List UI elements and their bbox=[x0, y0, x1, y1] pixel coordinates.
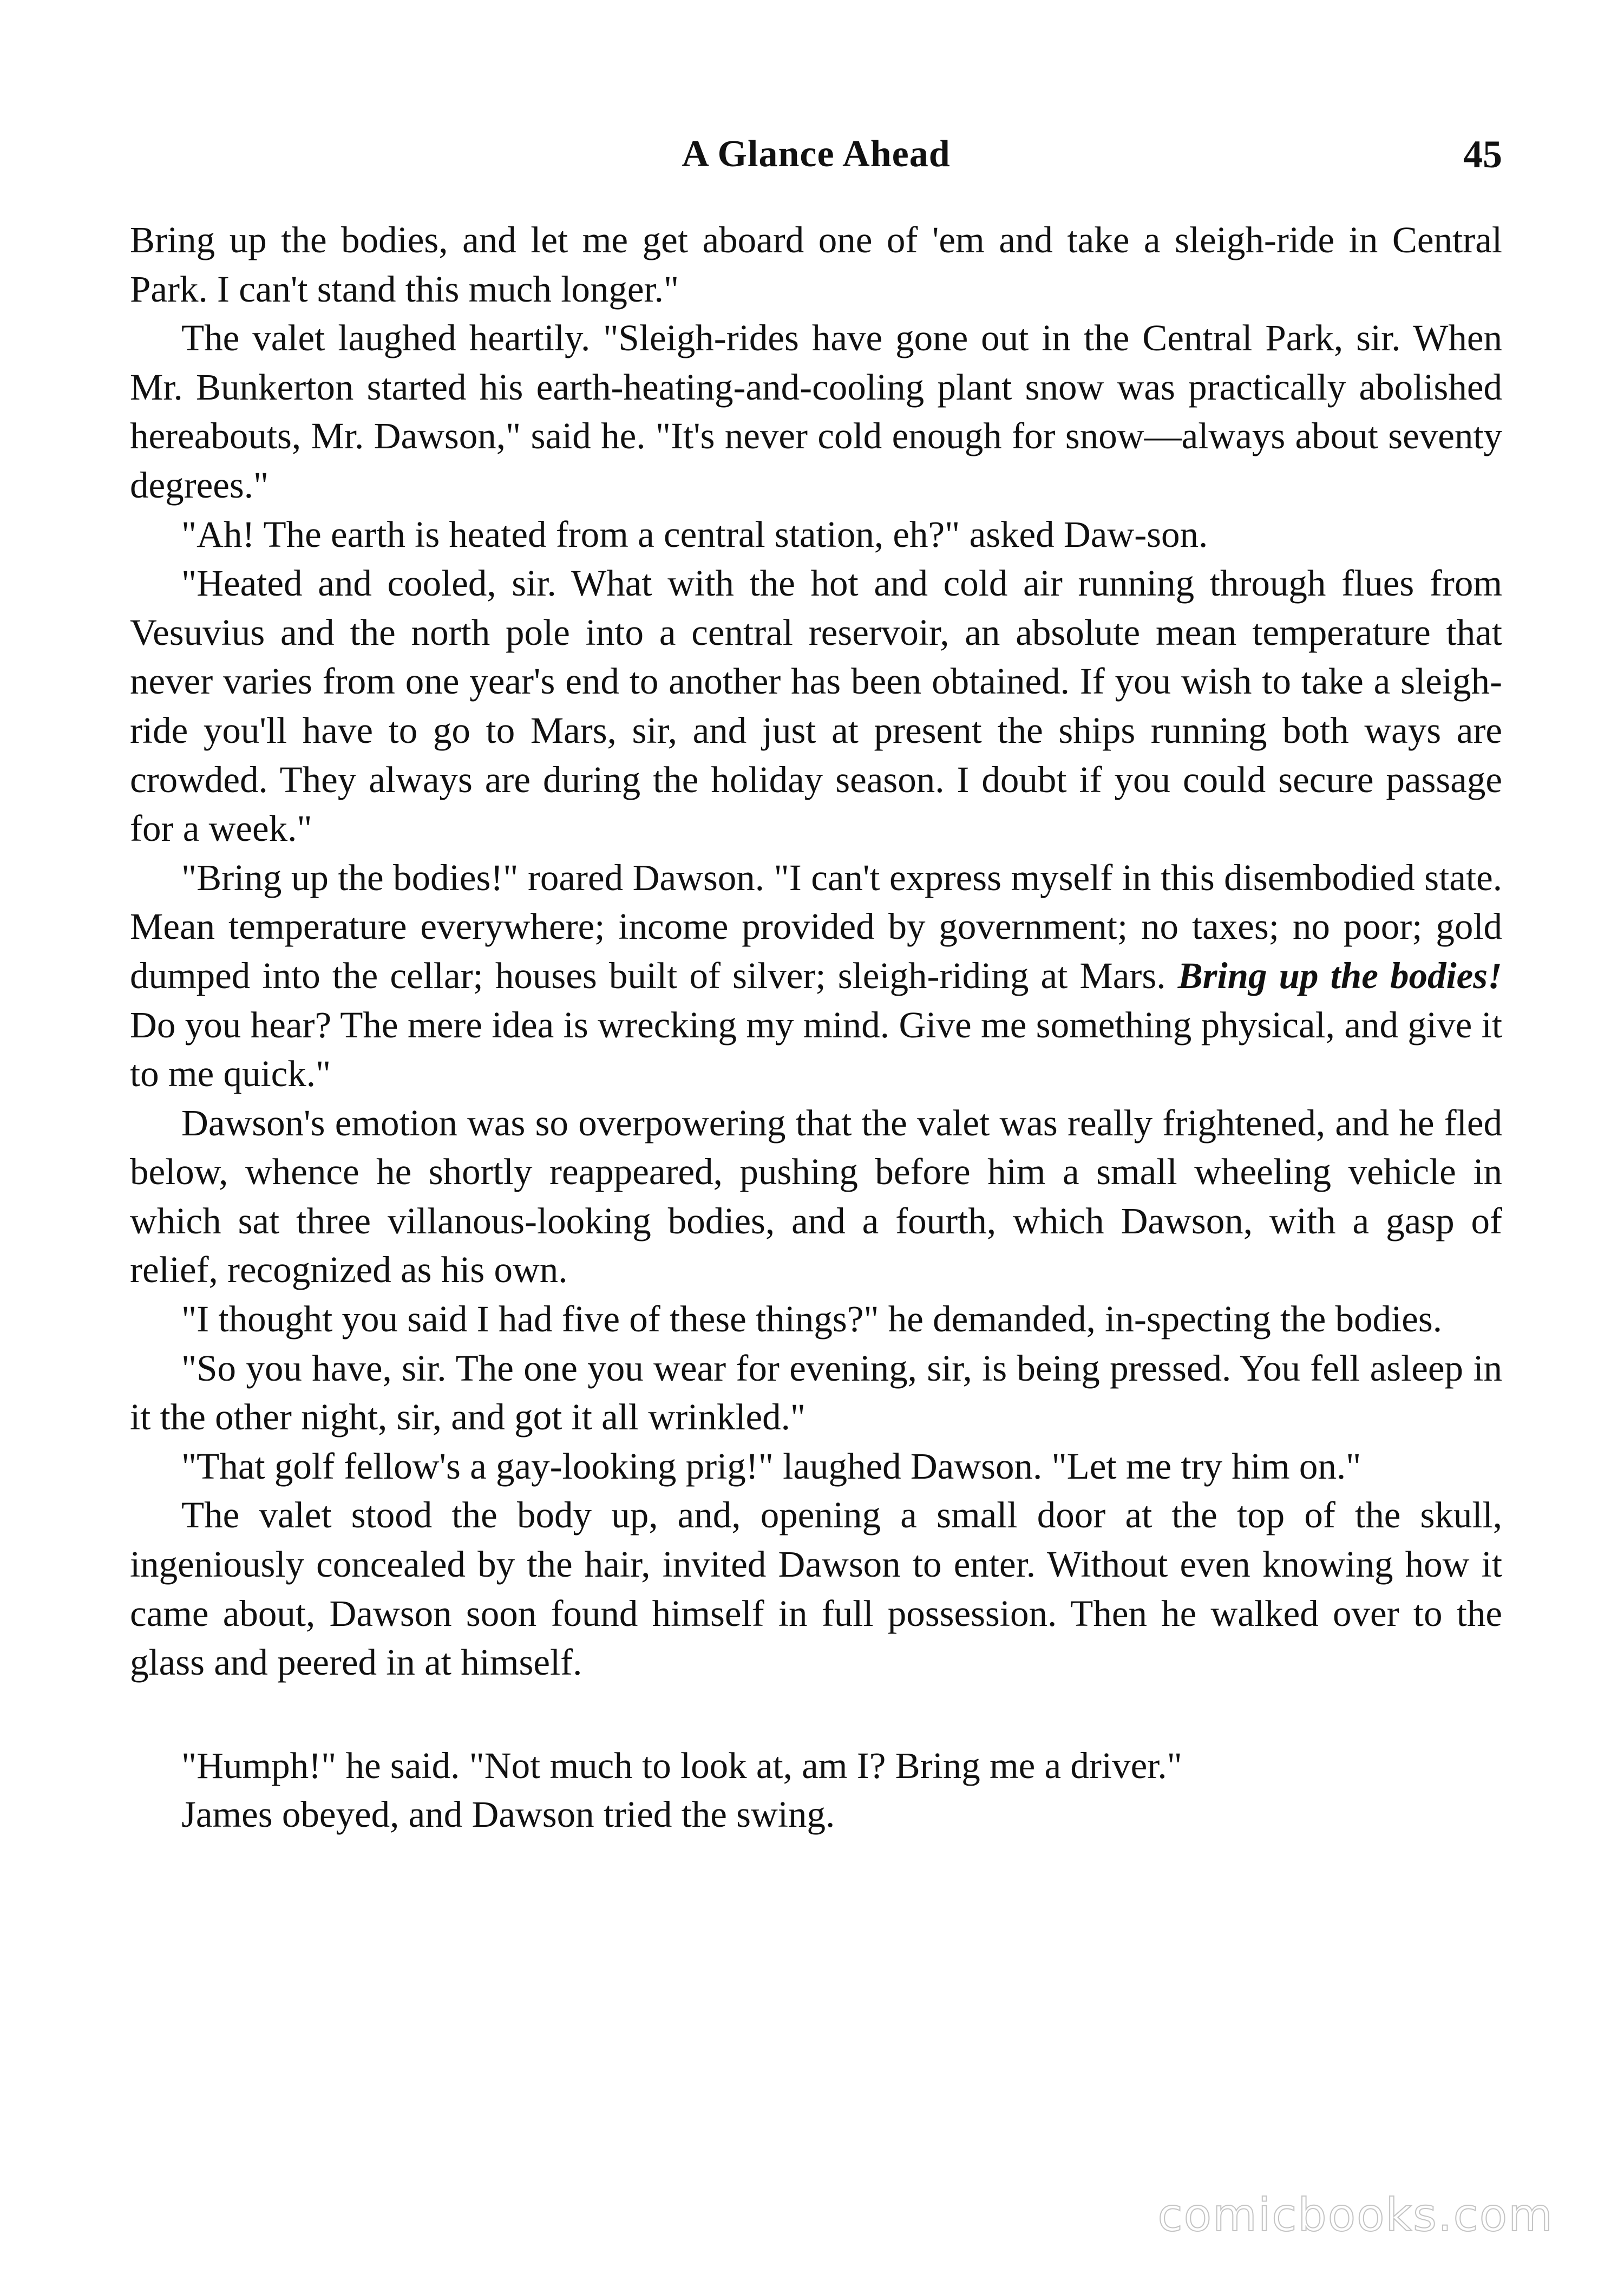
paragraph-6: Dawson's emotion was so overpowering that the valet was really frightened, and he fled below, whence he shortly reappeared, pushing before him a small wheeling vehicle in which sat three villanous-looking bodies, and a fourth, which Dawson, with a gasp of relief, recognized as his own. bbox=[130, 1102, 1502, 1291]
paragraph-4: "Heated and cooled, sir. What with the hot and cold air running through flues from Vesuvius and the north pole into a central reservoir, an absolute mean temperature that never varies from one year's end to another has been obtained. If you wish to take a sleigh-ride you'll have to go to Mars, sir, and just at present the ships running both ways are crowded. They always are during the holiday season. I doubt if you could secure passage for a week." bbox=[130, 563, 1502, 850]
paragraph-7: "I thought you said I had five of these things?" he demanded, in-specting the bodies. bbox=[181, 1298, 1442, 1340]
body-text bbox=[130, 215, 1502, 1839]
paragraph-8: "So you have, sir. The one you wear for evening, sir, is being pressed. You fell asleep in it the other night, sir, and got it all wrinkled." bbox=[130, 1347, 1502, 1438]
paragraph-10: The valet stood the body up, and, opening a small door at the top of the skull, ingeniously concealed by the hair, invited Dawson to enter. Without even knowing how it came about, Dawson soon found himself in full possession. Then he walked over to the glass and peered in at himself. bbox=[130, 1494, 1502, 1683]
running-title: A Glance Ahead bbox=[682, 133, 951, 175]
paragraph-1: Bring up the bodies, and let me get aboard one of 'em and take a sleigh-ride in Central Park. I can't stand this much longer." bbox=[130, 219, 1502, 310]
paragraph-9: "That golf fellow's a gay-looking prig!" laughed Dawson. "Let me try him on." bbox=[181, 1445, 1361, 1487]
paragraph-5-text-after: Do you hear? The mere idea is wrecking my mind. Give me something physical, and give it to me quick." bbox=[130, 1004, 1502, 1095]
page-header bbox=[130, 125, 1502, 184]
paragraph-5-text-before: "Bring up the bodies!" roared Dawson. "I can't express myself in this disembodied state. Mean temperature everywhere; income provided by government; no taxes; no poor; gold dumped into the cellar; houses built of silver; sleigh-riding at Mars. bbox=[130, 857, 1502, 996]
paragraph-5 bbox=[130, 853, 1502, 1099]
paragraph-5-italic-emphasis: Bring up the bodies! bbox=[1177, 955, 1502, 996]
watermark-logo: comicbooks.com bbox=[1157, 2188, 1554, 2242]
paragraph-3: "Ah! The earth is heated from a central station, eh?" asked Daw-son. bbox=[181, 513, 1208, 555]
paragraph-12: James obeyed, and Dawson tried the swing. bbox=[181, 1794, 835, 1835]
paragraph-2: The valet laughed heartily. "Sleigh-rides have gone out in the Central Park, sir. When Mr. Bunkerton started his earth-heating-and-cooling plant snow was practically abolished hereabouts, Mr. Dawson," said he. "It's never cold enough for snow—always about seventy degrees." bbox=[130, 317, 1502, 506]
page-number: 45 bbox=[1463, 133, 1502, 176]
paragraph-11: "Humph!" he said. "Not much to look at, am I? Bring me a driver." bbox=[181, 1744, 1182, 1786]
